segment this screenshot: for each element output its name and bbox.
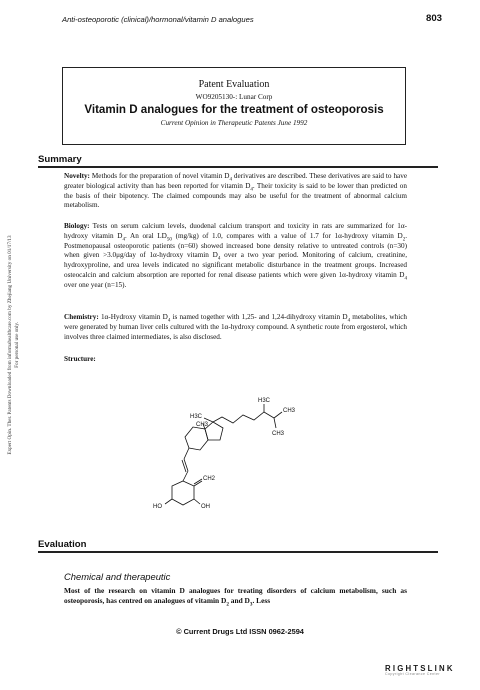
hydroxyl-bond [194,499,200,504]
label-oh: OH [201,504,210,510]
summary-heading: Summary [38,154,82,165]
ring-c [185,427,208,450]
article-source: Current Opinion in Therapeutic Patents June 1992 [160,119,308,127]
label-ch3-right: CH3 [283,408,296,414]
download-note [2,185,26,505]
evaluation-paragraph: Most of the research on vitamin D analogues for treating disorders of calcium metabolism, such as osteoporosis, has centred on analogues of vitamin $D_2$ and $D_3$. Less [64,586,407,608]
chemistry-label: Chemistry: [64,313,99,321]
patent-evaluation-box [62,67,406,145]
evaluation-subheading: Chemical and therapeutic [64,571,171,582]
evaluation-rule [38,551,438,553]
side-chain-methyl-bond [274,418,276,428]
chemistry-paragraph: Chemistry: 1α-Hydroxy vitamin $D_4$ is named together with 1,25- and 1,24-dihydroxy vitamin $D_4$ metabolites, which were generated by human liver cells cultured with the 1α-hydroxy compound. A synthetic route from ergosterol, which involves three claimed intermediates, is also disclosed. [64,313,407,341]
patent-id: WO9205130-: Lunar Corp [195,93,273,101]
novelty-paragraph: Novelty: Methods for the preparation of novel vitamin $D_4$ derivatives are described. These derivatives are said to have greater biological activity than has been reported for vitamin $D_4$. Their toxicity is said to be lower than predicted on the basis of their bipotency. The claimed compounds may also be useful for the treatment of abnormal calcium metabolism. [64,172,408,210]
linker-double-bond [184,459,188,471]
biology-label: Biology: [64,222,90,230]
rightslink-logo [385,664,475,676]
ring-a [172,481,194,505]
linker-bond [184,448,189,459]
page-number: 803 [425,13,442,24]
linker-bond [183,471,188,481]
download-note-line1: Expert Opin. Ther. Patents Downloaded from informahealthcare.com by Zhejiang University on 01/17/13 [7,235,13,455]
chemical-structure [150,368,350,518]
side-chain-bond [213,412,274,423]
label-h3c-left: H3C [190,414,203,420]
rightslink-logo-text: RIGHTSLINK [385,664,455,673]
article-title: Vitamin D analogues for the treatment of osteoporosis [84,103,384,116]
biology-paragraph: Biology: Tests on serum calcium levels, duodenal calcium transport and toxicity in rats are summarized for 1α-hydroxy vitamin $D_4$. An oral $LD_{50}$ (mg/kg) of 1.0, compares with a value of 1.7 for 1α-hydroxy vitamin $D_2$. Postmenopausal osteoporotic patients (n=60) showed increased bone density relative to untreated controls (n=30) when given >3.0μg/day of 1α-hydroxy vitamin $D_4$ over a two year period. Monitoring of calcium, creatinine, hydroxyproline, and urea levels indicated no significant metabolic disturbance in the treatment groups. Increased osteocalcin and calcium absorption are reported for renal disease patients which were given 1α-hydroxy vitamin $D_4$ over one year (n=15). [64,222,407,289]
hydroxyl-bond [165,499,172,504]
label-ho: HO [153,504,162,510]
copyright-footer: © Current Drugs Ltd ISSN 0962-2594 [176,627,304,636]
label-ch3-lower: CH3 [272,431,285,437]
running-title: Anti-osteoporotic (clinical)/hormonal/vitamin D analogues [62,15,254,24]
linker-double-bond [182,460,186,472]
novelty-label: Novelty: [64,172,90,180]
download-note-line2: For personal use only. [14,322,20,368]
structure-label: Structure: [64,355,96,363]
evaluation-heading: Evaluation [38,539,87,550]
evaluation-kind: Patent Evaluation [198,79,270,90]
label-ch2: CH2 [203,476,216,482]
label-ch3-ring: CH3 [196,422,209,428]
side-chain-methyl-bond [274,412,282,418]
rightslink-logo-subtext: Copyright Clearance Center [385,672,440,676]
label-h3c-top: H3C [258,398,271,404]
summary-rule [38,166,438,168]
